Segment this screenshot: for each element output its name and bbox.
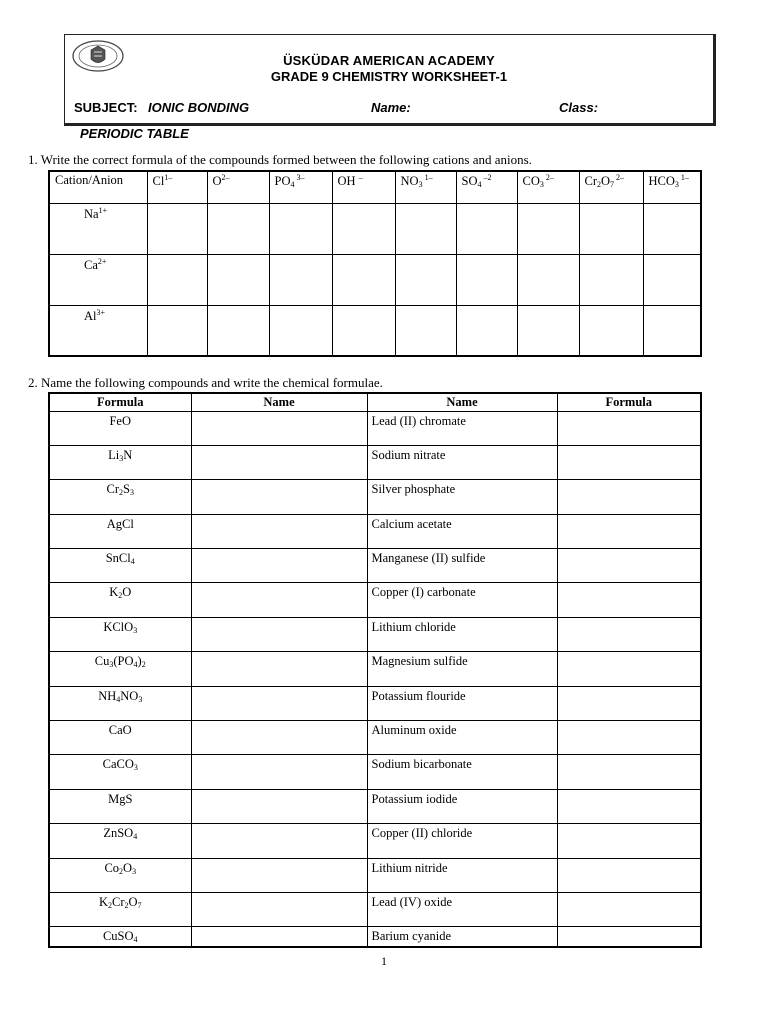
anion-base: PO <box>274 174 291 188</box>
answer-cell[interactable] <box>207 254 269 305</box>
anion-charge: 1– <box>422 173 433 182</box>
compound-name-cell: Aluminum oxide <box>367 721 557 755</box>
cation-charge: 1+ <box>98 205 108 215</box>
formula-cell <box>49 927 191 948</box>
formula-answer-cell[interactable] <box>557 411 701 445</box>
formula-cell <box>49 789 191 823</box>
formula-subscript: 7 <box>137 900 142 910</box>
formula-cell <box>49 617 191 651</box>
corner-header: Cation/Anion <box>49 171 147 203</box>
table-row <box>49 445 701 479</box>
table-row <box>49 755 701 789</box>
anion-charge: 1– <box>678 173 689 182</box>
formula-answer-cell[interactable] <box>557 445 701 479</box>
section2-instruction: 2. Name the following compounds and write the chemical formulae. <box>28 375 383 390</box>
name-answer-cell[interactable] <box>191 549 367 583</box>
anion-header <box>147 171 207 203</box>
anion-header <box>579 171 643 203</box>
anion-charge: 1– <box>164 173 173 182</box>
anion-base: SO <box>461 174 478 188</box>
formula-part: Cr <box>112 894 125 909</box>
answer-cell[interactable] <box>643 254 701 305</box>
cation-charge: 3+ <box>96 307 106 317</box>
compound-name-cell: Sodium nitrate <box>367 445 557 479</box>
formula-answer-cell[interactable] <box>557 652 701 686</box>
formula-part: S <box>123 482 130 497</box>
formula-part: Cr <box>106 482 120 497</box>
formula-subscript: 2 <box>108 900 112 910</box>
subject-label: SUBJECT: <box>74 100 138 115</box>
answer-cell[interactable] <box>332 254 395 305</box>
formula-subscript: 3 <box>119 453 124 463</box>
anion-base: NO <box>400 174 419 188</box>
name-label: Name: <box>371 100 411 115</box>
table-row <box>49 858 701 892</box>
formula-subscript: 3 <box>138 694 143 704</box>
formula-part: KClO <box>103 619 134 634</box>
anion-subscript: 3 <box>539 180 544 189</box>
anion-base: HCO <box>648 174 675 188</box>
formula-cell <box>49 583 191 617</box>
compound-name-cell: Silver phosphate <box>367 480 557 514</box>
section1-instruction: 1. Write the correct formula of the compounds formed between the following cations and anions. <box>28 152 532 167</box>
formula-answer-cell[interactable] <box>557 549 701 583</box>
answer-cell[interactable] <box>579 203 643 254</box>
name-answer-cell[interactable] <box>191 927 367 948</box>
compound-name-cell: Lead (II) chromate <box>367 411 557 445</box>
anion-base: Cr <box>584 174 597 188</box>
compound-name-cell: Copper (II) chloride <box>367 824 557 858</box>
anion-header <box>517 171 579 203</box>
formula-part: O <box>122 585 132 600</box>
formula-subscript: 4 <box>133 832 138 842</box>
formula-subscript: 3 <box>132 866 137 876</box>
name-answer-cell[interactable] <box>191 514 367 548</box>
cation-anion-table <box>48 170 702 357</box>
anion-header <box>269 171 332 203</box>
answer-cell[interactable] <box>207 305 269 356</box>
formula-subscript: 2 <box>124 900 129 910</box>
compound-name-cell: Manganese (II) sulfide <box>367 549 557 583</box>
formula-answer-cell[interactable] <box>557 583 701 617</box>
page-number: 1 <box>381 954 387 968</box>
anion-charge: 3– <box>294 173 305 182</box>
name-answer-cell[interactable] <box>191 686 367 720</box>
formula-subscript: 3 <box>109 660 114 670</box>
subject-value: IONIC BONDING <box>148 100 250 115</box>
answer-cell[interactable] <box>332 305 395 356</box>
answer-cell[interactable] <box>207 203 269 254</box>
table-row <box>49 583 701 617</box>
formula-subscript: 4 <box>130 557 135 567</box>
table-row <box>49 549 701 583</box>
anion-charge: 2– <box>614 173 625 182</box>
table-row <box>49 789 701 823</box>
name-answer-cell[interactable] <box>191 824 367 858</box>
formula-cell <box>49 892 191 926</box>
formula-answer-cell[interactable] <box>557 892 701 926</box>
formula-part: ) <box>137 654 142 669</box>
formula-answer-cell[interactable] <box>557 858 701 892</box>
formula-answer-cell[interactable] <box>557 755 701 789</box>
anion-header <box>395 171 456 203</box>
periodic-table-label: PERIODIC TABLE <box>80 126 189 141</box>
cation-cell <box>49 203 147 254</box>
formula-cell <box>49 686 191 720</box>
table-row <box>49 721 701 755</box>
formula-part: K <box>109 585 119 600</box>
formula-cell <box>49 445 191 479</box>
anion-charge: 2– <box>221 173 230 182</box>
name-answer-cell[interactable] <box>191 652 367 686</box>
anion-base: Cl <box>152 174 165 188</box>
formula-part: CuSO <box>102 929 134 944</box>
compound-name-cell: Lithium nitride <box>367 858 557 892</box>
answer-cell[interactable] <box>456 305 517 356</box>
formula-part: AgCl <box>106 516 134 531</box>
anion-header <box>456 171 517 203</box>
answer-cell[interactable] <box>147 305 207 356</box>
name-answer-cell[interactable] <box>191 892 367 926</box>
formula-subscript: 4 <box>133 660 138 670</box>
name-answer-cell[interactable] <box>191 617 367 651</box>
formula-answer-cell[interactable] <box>557 514 701 548</box>
compound-name-cell: Copper (I) carbonate <box>367 583 557 617</box>
answer-cell[interactable] <box>395 305 456 356</box>
table-row <box>49 514 701 548</box>
table-row <box>49 411 701 445</box>
formula-answer-cell[interactable] <box>557 686 701 720</box>
formula-part: K <box>98 894 108 909</box>
table2-header-row <box>49 393 701 411</box>
compound-name-cell: Lithium chloride <box>367 617 557 651</box>
table-row <box>49 824 701 858</box>
compound-name-cell: Potassium iodide <box>367 789 557 823</box>
answer-cell[interactable] <box>517 305 579 356</box>
name-answer-cell[interactable] <box>191 411 367 445</box>
compound-name-cell: Calcium acetate <box>367 514 557 548</box>
anion-subscript: 3 <box>674 180 679 189</box>
cation-row <box>49 305 701 356</box>
cation-charge: 2+ <box>97 256 107 266</box>
formula-cell <box>49 652 191 686</box>
answer-cell[interactable] <box>147 203 207 254</box>
formula-part: O <box>123 860 133 875</box>
formula-part: (PO <box>113 654 134 669</box>
name-header: Name <box>191 393 367 411</box>
anion-base: O <box>212 174 222 188</box>
answer-cell[interactable] <box>395 254 456 305</box>
formula-subscript: 3 <box>133 625 138 635</box>
formula-header: Formula <box>49 393 191 411</box>
answer-cell[interactable] <box>269 305 332 356</box>
formula-subscript: 2 <box>119 866 124 876</box>
cation-cell <box>49 305 147 356</box>
cation-base: Al <box>84 308 97 323</box>
name-answer-cell[interactable] <box>191 721 367 755</box>
formula-answer-cell[interactable] <box>557 480 701 514</box>
cation-base: Ca <box>84 257 98 272</box>
compound-name-cell: Sodium bicarbonate <box>367 755 557 789</box>
name-answer-cell[interactable] <box>191 789 367 823</box>
table-row <box>49 927 701 948</box>
formula-part: O <box>128 894 138 909</box>
anion-header <box>207 171 269 203</box>
formula-part: Cu <box>94 654 110 669</box>
anion-subscript: 3 <box>418 180 423 189</box>
answer-cell[interactable] <box>643 305 701 356</box>
class-label: Class: <box>559 100 599 115</box>
cation-base: Na <box>84 206 99 221</box>
formula-part: CaO <box>108 723 132 738</box>
table-row <box>49 686 701 720</box>
answer-cell[interactable] <box>332 203 395 254</box>
answer-cell[interactable] <box>643 203 701 254</box>
cation-row <box>49 203 701 254</box>
compound-name-cell: Barium cyanide <box>367 927 557 948</box>
header-box <box>64 34 716 126</box>
name-answer-cell[interactable] <box>191 480 367 514</box>
formula-cell <box>49 480 191 514</box>
formula-part: MgS <box>108 791 133 806</box>
formula-cell <box>49 721 191 755</box>
formula-header: Formula <box>557 393 701 411</box>
anion-subscript: 4 <box>290 180 295 189</box>
cation-row <box>49 254 701 305</box>
name-answer-cell[interactable] <box>191 583 367 617</box>
anion-header <box>332 171 395 203</box>
formula-subscript: 2 <box>119 488 124 498</box>
anion-charge: –2 <box>481 173 492 182</box>
anion-base: O <box>601 174 611 188</box>
name-header: Name <box>367 393 557 411</box>
anion-subscript: 2 <box>597 180 601 189</box>
anion-charge: – <box>358 173 363 182</box>
formula-part: FeO <box>109 413 132 428</box>
answer-cell[interactable] <box>517 203 579 254</box>
table-row <box>49 652 701 686</box>
worksheet-title: GRADE 9 CHEMISTRY WORKSHEET-1 <box>270 69 508 84</box>
formula-part: Li <box>108 447 120 462</box>
formula-subscript: 2 <box>118 591 123 601</box>
name-answer-cell[interactable] <box>191 445 367 479</box>
table-row <box>49 892 701 926</box>
formula-part: CaCO <box>102 757 134 772</box>
formula-cell <box>49 411 191 445</box>
formula-cell <box>49 549 191 583</box>
cation-cell <box>49 254 147 305</box>
anion-subscript: 7 <box>610 180 615 189</box>
answer-cell[interactable] <box>579 305 643 356</box>
answer-cell[interactable] <box>579 254 643 305</box>
name-answer-cell[interactable] <box>191 755 367 789</box>
formula-part: ZnSO <box>103 826 134 841</box>
formula-cell <box>49 824 191 858</box>
formula-answer-cell[interactable] <box>557 721 701 755</box>
formula-subscript: 2 <box>141 660 146 670</box>
table-row <box>49 617 701 651</box>
formula-answer-cell[interactable] <box>557 617 701 651</box>
formula-part: N <box>123 447 133 462</box>
formula-subscript: 3 <box>133 763 138 773</box>
anion-charge: 2– <box>543 173 554 182</box>
answer-cell[interactable] <box>395 203 456 254</box>
answer-cell[interactable] <box>456 203 517 254</box>
answer-cell[interactable] <box>517 254 579 305</box>
answer-cell[interactable] <box>269 254 332 305</box>
formula-cell <box>49 858 191 892</box>
answer-cell[interactable] <box>456 254 517 305</box>
compound-name-cell: Potassium flouride <box>367 686 557 720</box>
formula-part: SnCl <box>105 551 131 566</box>
formula-subscript: 4 <box>133 935 138 945</box>
answer-cell[interactable] <box>269 203 332 254</box>
formula-subscript: 3 <box>129 488 134 498</box>
formula-answer-cell[interactable] <box>557 824 701 858</box>
formula-part: Co <box>104 860 120 875</box>
formula-subscript: 4 <box>116 694 121 704</box>
formula-part: NH <box>98 688 117 703</box>
anion-header <box>643 171 701 203</box>
formula-cell <box>49 514 191 548</box>
answer-cell[interactable] <box>147 254 207 305</box>
formula-answer-cell[interactable] <box>557 927 701 948</box>
formula-answer-cell[interactable] <box>557 789 701 823</box>
anion-base: CO <box>522 174 540 188</box>
anion-subscript: 4 <box>477 180 482 189</box>
table-row <box>49 480 701 514</box>
formula-cell <box>49 755 191 789</box>
anion-header-row <box>49 171 701 203</box>
name-answer-cell[interactable] <box>191 858 367 892</box>
anion-base: OH <box>337 174 359 188</box>
formula-part: NO <box>120 688 139 703</box>
compound-name-cell: Magnesium sulfide <box>367 652 557 686</box>
school-name: ÜSKÜDAR AMERICAN ACADEMY <box>283 53 495 68</box>
compound-name-cell: Lead (IV) oxide <box>367 892 557 926</box>
compound-naming-table <box>48 392 702 948</box>
